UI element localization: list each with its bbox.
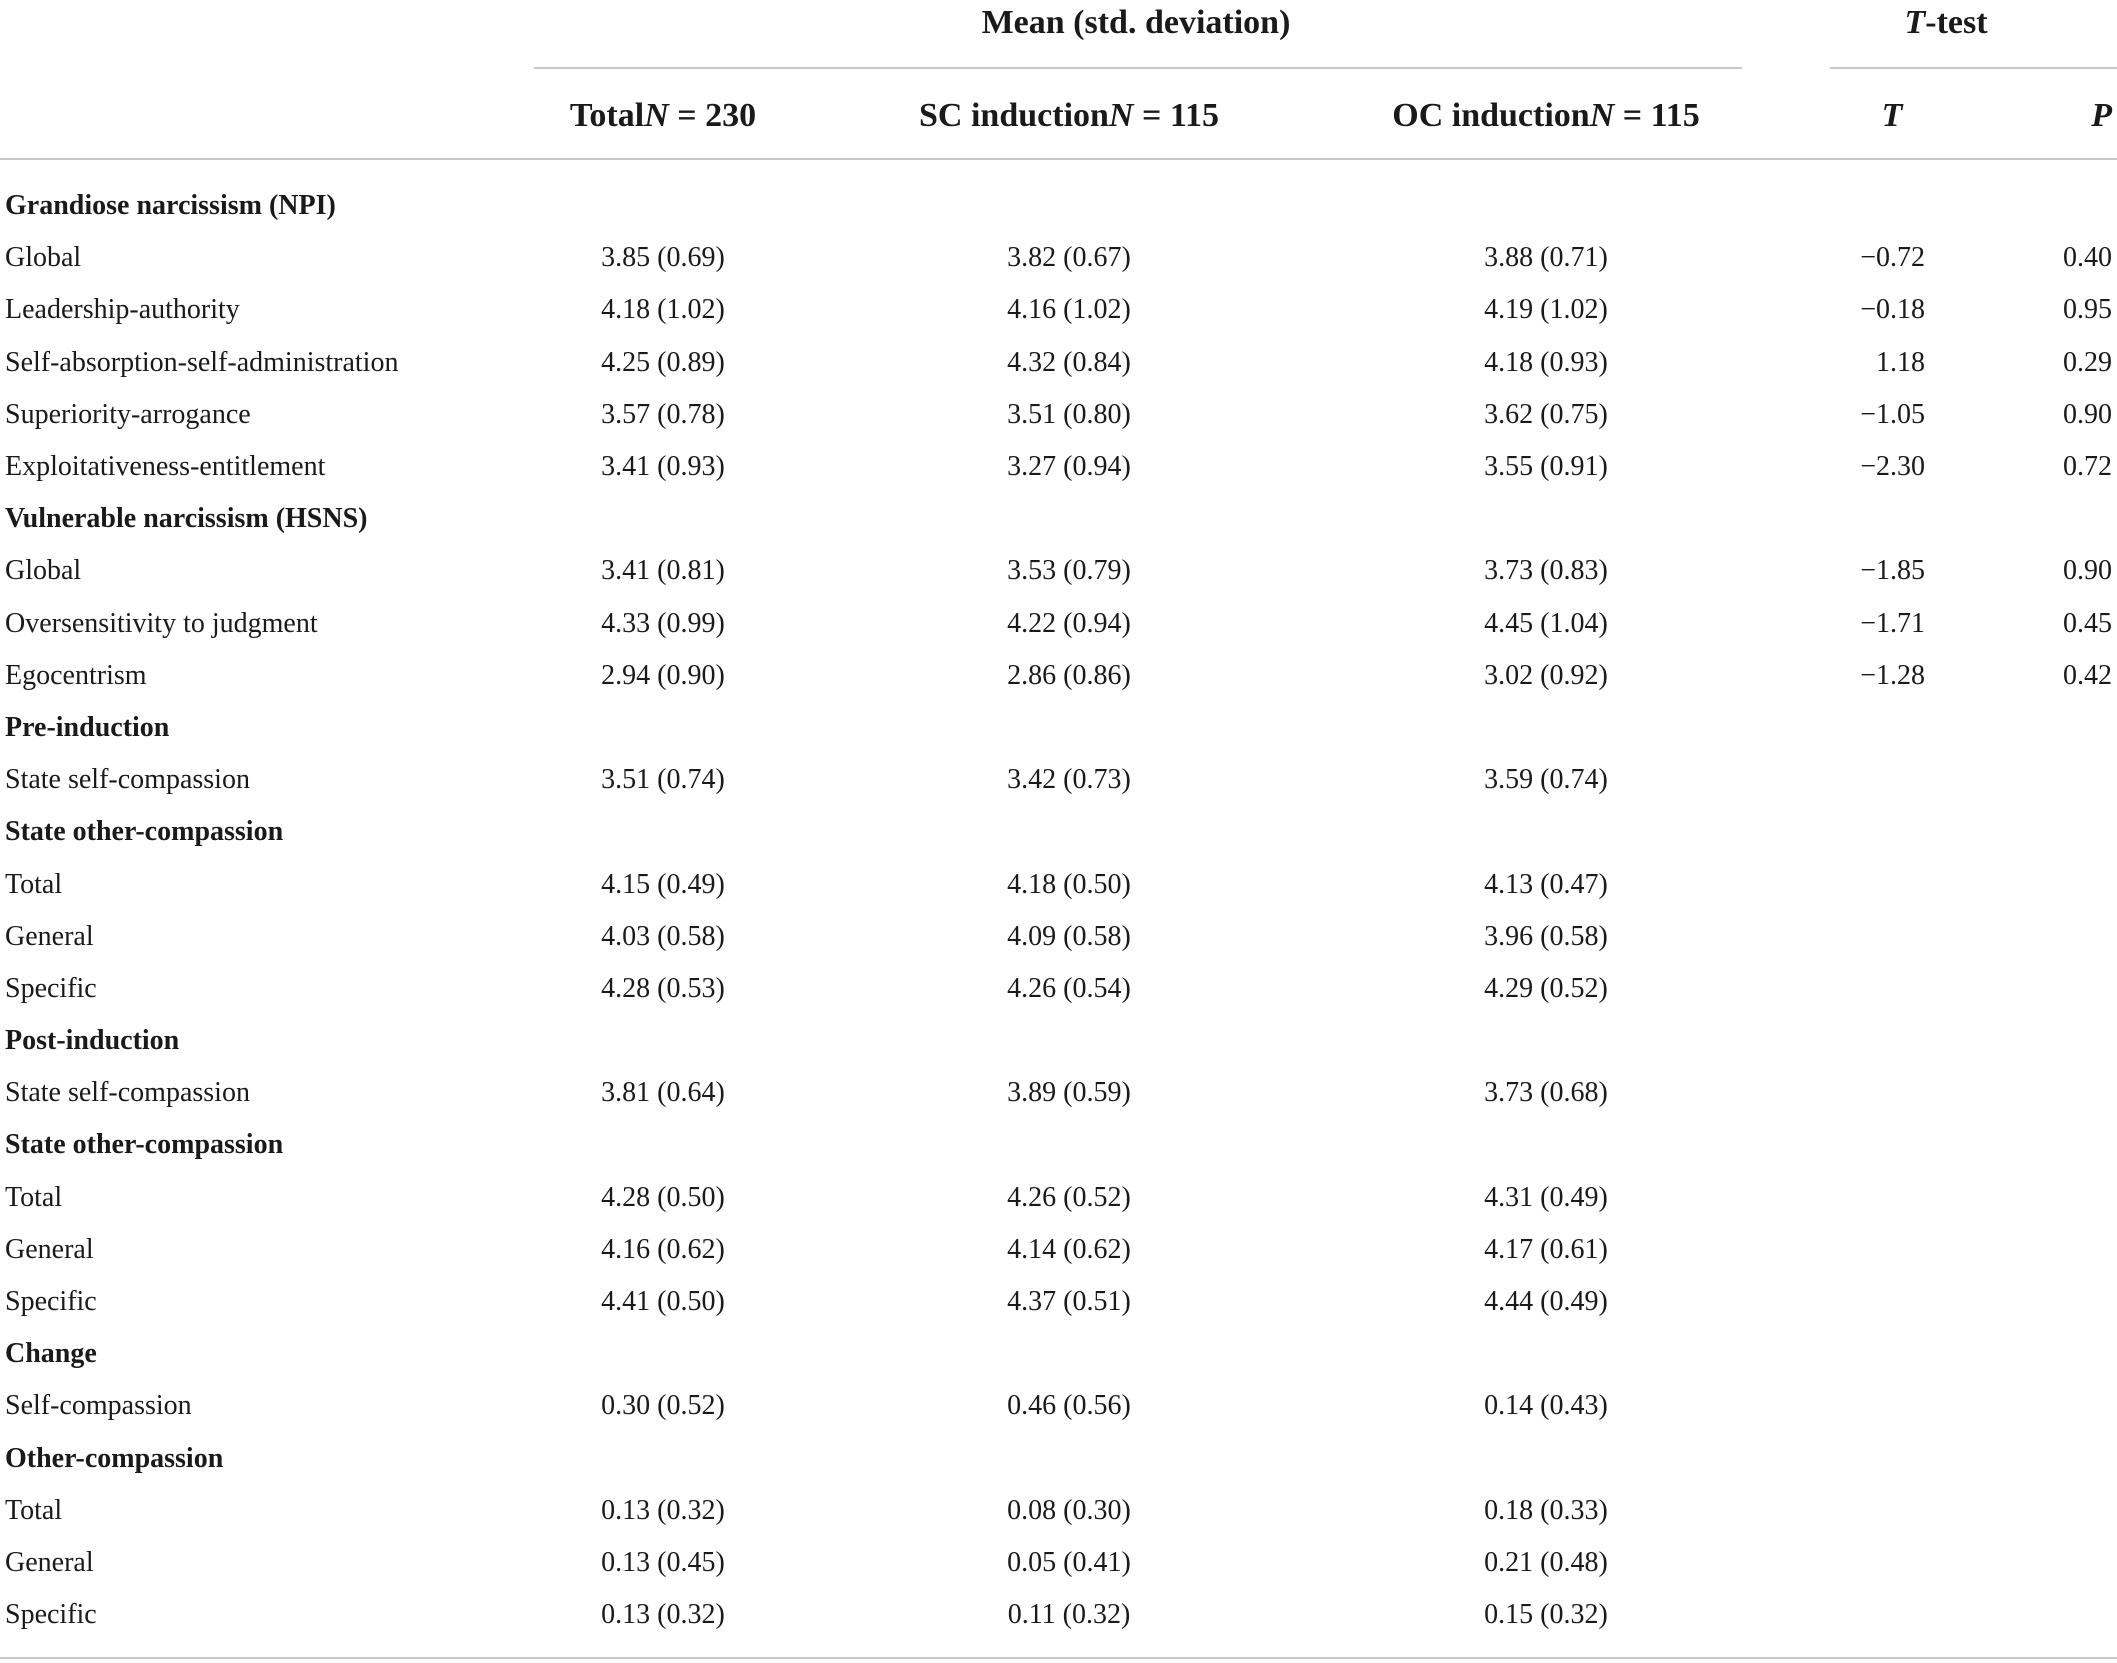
section-label: State other-compassion — [5, 1129, 284, 1161]
cell-oc-induction: 4.13 (0.47) — [1484, 868, 1608, 900]
cell-oc-induction: 4.45 (1.04) — [1484, 607, 1608, 639]
table-row — [0, 284, 2117, 336]
section-row — [0, 493, 2117, 545]
section-label: State other-compassion — [5, 816, 284, 848]
row-label: Specific — [5, 972, 97, 1004]
cell-p: 0.29 — [2063, 346, 2112, 378]
cell-total: 4.25 (0.89) — [601, 346, 725, 378]
cell-total: 3.85 (0.69) — [601, 242, 725, 274]
row-label: Egocentrism — [5, 659, 147, 691]
cell-sc-induction: 4.09 (0.58) — [1007, 920, 1131, 952]
cell-sc-induction: 4.37 (0.51) — [1007, 1286, 1131, 1318]
cell-sc-induction: 4.22 (0.94) — [1007, 607, 1131, 639]
section-label: Other-compassion — [5, 1442, 224, 1474]
row-label: State self-compassion — [5, 1077, 250, 1109]
table-row — [0, 337, 2117, 389]
cell-p: 0.90 — [2063, 555, 2112, 587]
table-row — [0, 650, 2117, 702]
cell-sc-induction: 3.89 (0.59) — [1007, 1077, 1131, 1109]
cell-p: 0.95 — [2063, 294, 2112, 326]
cell-total: 0.13 (0.45) — [601, 1546, 725, 1578]
cell-total: 0.13 (0.32) — [601, 1494, 725, 1526]
header-bottom-rule — [0, 158, 2117, 160]
col-header-sc-induction: SC inductionN = 115 — [919, 97, 1219, 134]
ttest-group-header — [1904, 6, 1987, 40]
cell-total: 3.41 (0.81) — [601, 555, 725, 587]
row-label: Total — [5, 1181, 63, 1213]
col-header-oc-induction: OC inductionN = 115 — [1392, 97, 1700, 134]
cell-total: 3.51 (0.74) — [601, 764, 725, 796]
cell-total: 4.03 (0.58) — [601, 920, 725, 952]
cell-p: 0.40 — [2063, 242, 2112, 274]
cell-t: −1.28 — [1860, 659, 1925, 691]
section-label: Post-induction — [5, 1025, 180, 1057]
cell-oc-induction: 4.18 (0.93) — [1484, 346, 1608, 378]
cell-t: −2.30 — [1860, 451, 1925, 483]
cell-total: 4.15 (0.49) — [601, 868, 725, 900]
cell-oc-induction: 3.88 (0.71) — [1484, 242, 1608, 274]
section-row — [0, 1119, 2117, 1171]
table-row — [0, 963, 2117, 1015]
section-row — [0, 1328, 2117, 1380]
cell-oc-induction: 0.15 (0.32) — [1484, 1599, 1608, 1631]
table-row — [0, 1589, 2117, 1641]
section-label: Grandiose narcissism (NPI) — [5, 190, 336, 222]
cell-oc-induction: 3.73 (0.68) — [1484, 1077, 1608, 1109]
cell-total: 0.13 (0.32) — [601, 1599, 725, 1631]
row-label: Exploitativeness-entitlement — [5, 451, 326, 483]
cell-sc-induction: 4.18 (0.50) — [1007, 868, 1131, 900]
row-label: General — [5, 1233, 94, 1265]
cell-sc-induction: 0.05 (0.41) — [1007, 1546, 1131, 1578]
cell-oc-induction: 0.14 (0.43) — [1484, 1390, 1608, 1422]
row-label: Global — [5, 242, 82, 274]
cell-total: 4.33 (0.99) — [601, 607, 725, 639]
mean-group-header — [982, 6, 1291, 40]
cell-sc-induction: 4.32 (0.84) — [1007, 346, 1131, 378]
table-row — [0, 389, 2117, 441]
cell-total: 4.41 (0.50) — [601, 1286, 725, 1318]
cell-t: −1.05 — [1860, 398, 1925, 430]
cell-total: 4.18 (1.02) — [601, 294, 725, 326]
row-label: Leadership-authority — [5, 294, 240, 326]
cell-sc-induction: 3.51 (0.80) — [1007, 398, 1131, 430]
table-row — [0, 911, 2117, 963]
section-label: Vulnerable narcissism (HSNS) — [5, 503, 368, 535]
row-label: Global — [5, 555, 82, 587]
cell-sc-induction: 3.82 (0.67) — [1007, 242, 1131, 274]
cell-total: 0.30 (0.52) — [601, 1390, 725, 1422]
table-row — [0, 598, 2117, 650]
col-header-p: P — [2091, 97, 2112, 134]
cell-sc-induction: 2.86 (0.86) — [1007, 659, 1131, 691]
row-label: Specific — [5, 1599, 97, 1631]
table-body — [0, 180, 2117, 1641]
cell-oc-induction: 3.59 (0.74) — [1484, 764, 1608, 796]
cell-t: 1.18 — [1876, 346, 1925, 378]
cell-sc-induction: 3.27 (0.94) — [1007, 451, 1131, 483]
table-bottom-rule — [0, 1657, 2117, 1659]
cell-oc-induction: 3.02 (0.92) — [1484, 659, 1608, 691]
cell-p: 0.42 — [2063, 659, 2112, 691]
cell-total: 2.94 (0.90) — [601, 659, 725, 691]
cell-oc-induction: 4.19 (1.02) — [1484, 294, 1608, 326]
cell-oc-induction: 4.17 (0.61) — [1484, 1233, 1608, 1265]
cell-p: 0.45 — [2063, 607, 2112, 639]
cell-t: −1.71 — [1860, 607, 1925, 639]
table-row — [0, 232, 2117, 284]
cell-sc-induction: 4.26 (0.52) — [1007, 1181, 1131, 1213]
row-label: Self-compassion — [5, 1390, 192, 1422]
col-header-t: T — [1881, 97, 1903, 134]
cell-sc-induction: 4.26 (0.54) — [1007, 972, 1131, 1004]
section-row — [0, 806, 2117, 858]
cell-sc-induction: 0.46 (0.56) — [1007, 1390, 1131, 1422]
table-row — [0, 1276, 2117, 1328]
row-label: Total — [5, 868, 63, 900]
table-row — [0, 545, 2117, 597]
cell-sc-induction: 4.14 (0.62) — [1007, 1233, 1131, 1265]
table-row — [0, 1380, 2117, 1432]
cell-t: −1.85 — [1860, 555, 1925, 587]
cell-total: 3.41 (0.93) — [601, 451, 725, 483]
ttest-rest: -test — [1925, 4, 1988, 41]
ttest-italic-t: T — [1904, 4, 1926, 41]
cell-p: 0.72 — [2063, 451, 2112, 483]
col-header-total: TotalN = 230 — [569, 97, 757, 134]
row-label: Oversensitivity to judgment — [5, 607, 318, 639]
cell-oc-induction: 0.18 (0.33) — [1484, 1494, 1608, 1526]
cell-oc-induction: 3.62 (0.75) — [1484, 398, 1608, 430]
table-row — [0, 754, 2117, 806]
cell-oc-induction: 4.31 (0.49) — [1484, 1181, 1608, 1213]
section-row — [0, 702, 2117, 754]
table-row — [0, 1224, 2117, 1276]
table-row — [0, 1537, 2117, 1589]
row-label: General — [5, 1546, 94, 1578]
section-row — [0, 180, 2117, 232]
cell-p: 0.90 — [2063, 398, 2112, 430]
section-row — [0, 1015, 2117, 1067]
cell-sc-induction: 4.16 (1.02) — [1007, 294, 1131, 326]
ttest-group-underline — [1830, 67, 2117, 69]
table-row — [0, 858, 2117, 910]
section-row — [0, 1433, 2117, 1485]
mean-group-underline — [534, 67, 1742, 69]
row-label: State self-compassion — [5, 764, 250, 796]
cell-t: −0.18 — [1860, 294, 1925, 326]
cell-total: 3.81 (0.64) — [601, 1077, 725, 1109]
row-label: Specific — [5, 1286, 97, 1318]
table-row — [0, 1067, 2117, 1119]
cell-sc-induction: 0.08 (0.30) — [1007, 1494, 1131, 1526]
table-row — [0, 441, 2117, 493]
cell-total: 4.16 (0.62) — [601, 1233, 725, 1265]
cell-sc-induction: 0.11 (0.32) — [1007, 1599, 1131, 1631]
row-label: Total — [5, 1494, 63, 1526]
section-label: Pre-induction — [5, 711, 170, 743]
row-label: General — [5, 920, 94, 952]
section-label: Change — [5, 1338, 97, 1370]
cell-oc-induction: 4.29 (0.52) — [1484, 972, 1608, 1004]
cell-total: 4.28 (0.53) — [601, 972, 725, 1004]
cell-oc-induction: 3.96 (0.58) — [1484, 920, 1608, 952]
cell-t: −0.72 — [1860, 242, 1925, 274]
table-row — [0, 1485, 2117, 1537]
cell-sc-induction: 3.53 (0.79) — [1007, 555, 1131, 587]
cell-total: 4.28 (0.50) — [601, 1181, 725, 1213]
cell-oc-induction: 3.73 (0.83) — [1484, 555, 1608, 587]
cell-oc-induction: 3.55 (0.91) — [1484, 451, 1608, 483]
cell-oc-induction: 4.44 (0.49) — [1484, 1286, 1608, 1318]
table-row — [0, 1172, 2117, 1224]
row-label: Self-absorption-self-administration — [5, 346, 399, 378]
cell-total: 3.57 (0.78) — [601, 398, 725, 430]
cell-oc-induction: 0.21 (0.48) — [1484, 1546, 1608, 1578]
cell-sc-induction: 3.42 (0.73) — [1007, 764, 1131, 796]
row-label: Superiority-arrogance — [5, 398, 251, 430]
mean-group-label: Mean (std. deviation) — [981, 4, 1291, 41]
